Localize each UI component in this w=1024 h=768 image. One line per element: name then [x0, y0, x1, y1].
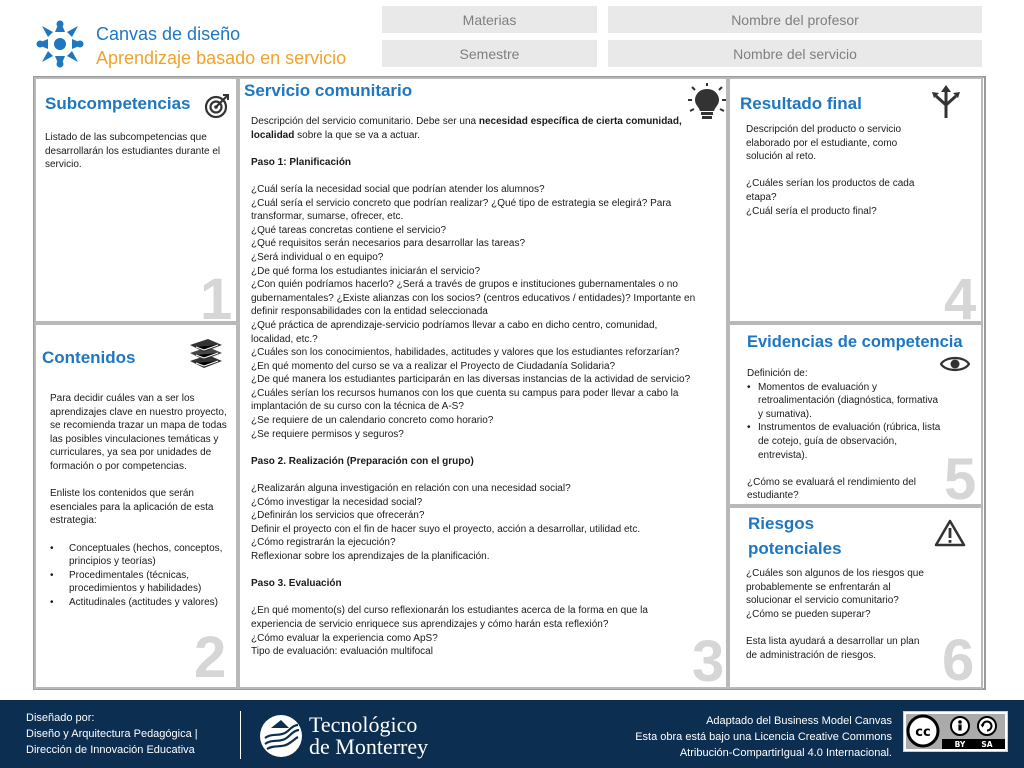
cell-number: 1: [200, 267, 233, 323]
warning-icon: [934, 519, 966, 547]
field-semestre[interactable]: Semestre: [382, 40, 597, 67]
paso1-line: ¿Cuál sería el servicio concreto que podrían realizar? ¿Qué tipo de estrategia se elegirá? Para transformar, sumarse, ofrecer, etc.: [251, 197, 672, 223]
bullet-list: [50, 542, 230, 610]
paso1-line: ¿Cuál sería la necesidad social que podrían atender los alumnos?: [251, 183, 545, 195]
brand-name-line2: de Monterrey: [309, 734, 429, 759]
field-nombre-servicio[interactable]: Nombre del servicio: [608, 40, 982, 67]
bullet-list: [747, 381, 942, 463]
paragraph: ¿Cuáles son algunos de los riesgos que probablemente se enfrentarán al solucionar el servicio comunitario? ¿Cómo se pueden superar?: [746, 568, 924, 620]
cell-contenidos[interactable]: [34, 323, 238, 689]
paso1-line: ¿Qué práctica de aprendizaje-servicio podríamos llevar a cabo en dicho centro, comunidad, localidad, etc.?: [251, 319, 658, 345]
cell-text: [747, 367, 942, 503]
cell-text: [746, 123, 924, 218]
list-item: • Procedimentales (técnicas, procedimientos y habilidades): [50, 569, 230, 596]
books-icon: [188, 337, 224, 371]
arrows-icon: [931, 85, 961, 119]
cell-number: 6: [942, 628, 975, 689]
paso1-line: ¿De qué manera los estudiantes participarán en las diversas instancias de la actividad de servicio?: [251, 374, 691, 386]
paso3-heading: Paso 3. Evaluación: [251, 578, 342, 590]
paso1-line: ¿Cuáles serían los recursos humanos con los que cuenta su campus para poder llevar a cabo la implantación de su curso con la técnica de A-S?: [251, 387, 679, 413]
paso2-line: ¿Definirán los servicios que ofrecerán?: [251, 510, 425, 522]
paso1-line: ¿Qué tareas concretas contiene el servicio?: [251, 224, 447, 236]
field-nombre-profesor[interactable]: Nombre del profesor: [608, 6, 982, 33]
cell-number: 5: [944, 447, 977, 506]
paso1-line: ¿Cuáles son los conocimientos, habilidades, actitudes y valores que los estudiantes reforzarían?: [251, 347, 680, 359]
list-item: • Actitudinales (actitudes y valores): [50, 596, 230, 610]
cell-text: [50, 392, 230, 610]
tec-monterrey-seal-icon: [259, 714, 303, 758]
footer: [0, 700, 1024, 768]
creative-commons-badge[interactable]: [903, 711, 1008, 752]
canvas-title: Canvas de diseño: [96, 24, 241, 44]
target-icon: [204, 93, 230, 119]
cell-evidencias[interactable]: [728, 323, 983, 506]
cell-title: Contenidos: [42, 348, 136, 367]
footer-divider: [240, 711, 241, 759]
eye-icon: [940, 354, 970, 374]
cell-riesgos[interactable]: [728, 506, 983, 689]
license-sa-label: SA: [981, 740, 993, 749]
paragraph: Enliste los contenidos que serán esenciales para la aplicación de esta estrategia:: [50, 488, 214, 527]
cell-text: [251, 115, 696, 659]
paragraph: Definición de:: [747, 368, 808, 379]
paso2-line: Definir el proyecto con el fin de hacer suyo el proyecto, acción a desarrollar, utilidad etc.: [251, 523, 641, 535]
cell-title: Evidencias de competencia: [747, 333, 963, 351]
cell-number: 3: [692, 629, 725, 689]
paso3-line: ¿Cómo evaluar la experiencia como ApS?: [251, 632, 438, 644]
paragraph: Para decidir cuáles van a ser los aprendizajes clave en nuestro proyecto, se recomienda trazar un mapa de todas las posibles vinculaciones temáticas y curriculares, ya sea por unidades de formación o por competencias.: [50, 393, 227, 472]
paso2-line: ¿Cómo investigar la necesidad social?: [251, 496, 423, 508]
paso1-line: ¿De qué forma los estudiantes iniciarán el servicio?: [251, 265, 480, 277]
list-item: • Instrumentos de evaluación (rúbrica, lista de cotejo, guía de observación, entrevista).: [747, 421, 942, 462]
paso1-line: ¿Con quién podríamos hacerlo? ¿Será a través de grupos e instituciones gubernamentales o no gubernamentales? ¿Existe alianzas con los socios? (centros educativos / entidades)? Importante en definir responsabilidades con la entidad seleccionada: [251, 279, 696, 318]
paso1-heading: Paso 1: Planificación: [251, 156, 352, 168]
footer-license-text: Adaptado del Business Model Canvas Esta obra está bajo una Licencia Creative Commons Atribución-CompartirIgual 4.0 Internacional.: [635, 715, 892, 759]
cell-title: Resultado final: [740, 94, 862, 113]
license-by-label: BY: [954, 740, 966, 749]
paso2-line: Reflexionar sobre los aprendizajes de la planificación.: [251, 551, 490, 562]
cell-title: Riesgos potenciales: [748, 514, 842, 558]
cell-servicio-comunitario[interactable]: [238, 77, 728, 689]
paragraph: Descripción del producto o servicio elaborado por el estudiante, como solución al reto.: [746, 124, 902, 163]
paso1-line: ¿Qué requisitos serán necesarios para desarrollar las tareas?: [251, 238, 526, 250]
canvas-subtitle: Aprendizaje basado en servicio: [96, 48, 347, 68]
paso1-line: ¿Será individual o en equipo?: [251, 251, 384, 263]
paso3-line: ¿En qué momento(s) del curso reflexionarán los estudiantes acerca de la forma en que la experiencia de servicio enriquece sus aprendizajes y cómo harán esta reflexión?: [251, 605, 648, 630]
paso2-line: ¿Cómo registrarán la ejecución?: [251, 537, 396, 549]
cell-resultado-final[interactable]: [728, 77, 983, 323]
brand-name-line1: Tecnológico: [309, 712, 418, 737]
paso3-line: Tipo de evaluación: evaluación multifocal: [251, 646, 433, 658]
creative-commons-icon: [904, 712, 1007, 751]
svg-text:cc: cc: [915, 725, 931, 740]
paragraph: ¿Cuáles serían los productos de cada etapa?: [746, 178, 915, 203]
cell-text: [746, 567, 924, 662]
paso2-line: ¿Realizarán alguna investigación en relación con una necesidad social?: [251, 483, 571, 495]
cell-number: 2: [194, 625, 227, 689]
cell-subcompetencias[interactable]: [34, 77, 238, 323]
cell-title: Subcompetencias: [45, 94, 191, 113]
list-item: • Momentos de evaluación y retroalimentación (diagnóstica, formativa y sumativa).: [747, 381, 942, 422]
paragraph: ¿Cómo se evaluará el rendimiento del estudiante?: [747, 476, 916, 502]
list-item: • Conceptuales (hechos, conceptos, principios y teorías): [50, 542, 230, 569]
team-hands-logo-icon: [34, 18, 86, 70]
paso1-line: ¿En qué momento del curso se va a realizar el Proyecto de Ciudadanía Solidaria?: [251, 360, 616, 372]
paragraph: ¿Cuál sería el producto final?: [746, 205, 877, 217]
cell-title: Servicio comunitario: [244, 81, 413, 100]
field-materias[interactable]: Materias: [382, 6, 597, 33]
intro-paragraph: Descripción del servicio comunitario. Debe ser una necesidad específica de cierta comunidad, localidad sobre la que se va a actuar.: [251, 116, 682, 141]
cell-text: Listado de las subcompetencias que desarrollarán los estudiantes durante el servicio.: [45, 132, 221, 171]
cell-number: 4: [944, 267, 977, 323]
paso2-heading: Paso 2. Realización (Preparación con el grupo): [251, 455, 474, 467]
paso1-line: ¿Se requiere de un calendario concreto como horario?: [251, 415, 494, 427]
footer-credits: Diseñado por: Diseño y Arquitectura Pedagógica | Dirección de Innovación Educativa: [26, 712, 198, 756]
paso1-line: ¿Se requiere permisos y seguros?: [251, 428, 404, 440]
paragraph: Esta lista ayudará a desarrollar un plan de administración de riesgos.: [746, 635, 920, 661]
